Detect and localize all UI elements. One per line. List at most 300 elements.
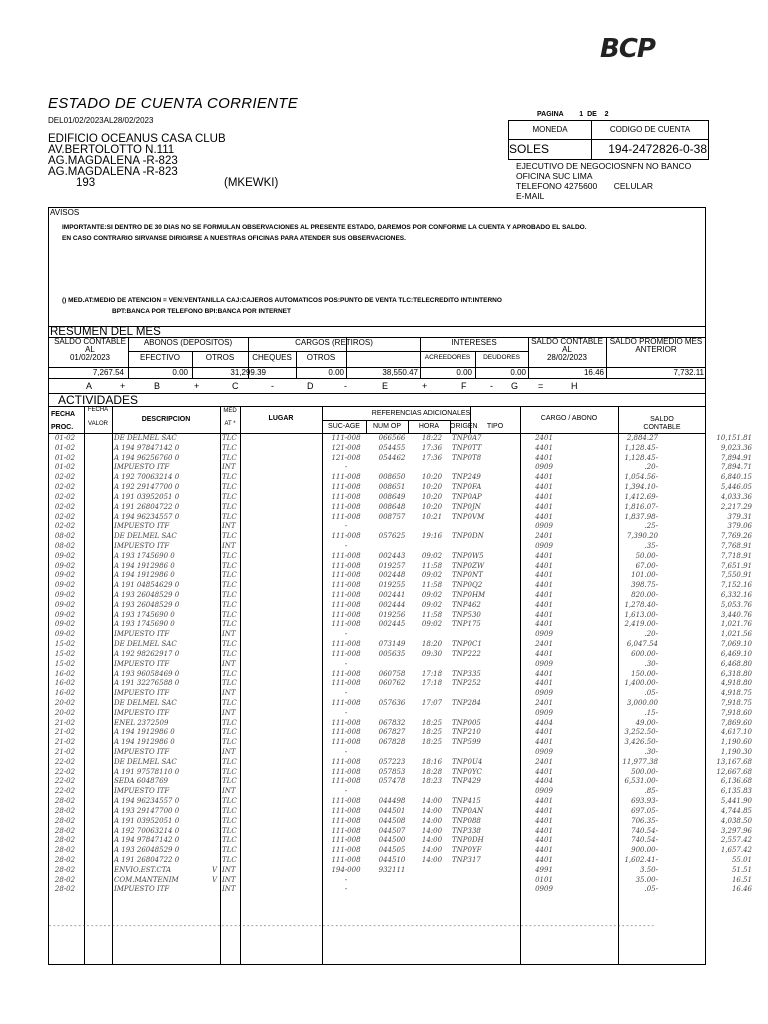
cargos-label: CARGOS (RETIROS) [295,338,373,347]
row-suc-age: 111-008 [331,571,361,580]
row-description: COM.MANTENIM [114,875,179,884]
table-row [48,649,752,660]
row-num-op: 054462 [378,453,406,462]
row-suc-age: 111-008 [331,581,361,590]
table-row [48,748,752,758]
row-suc-age: 111-008 [331,610,361,619]
row-tipo: 4401 [535,836,553,845]
row-description: IMPUESTO ITF [114,659,170,668]
row-date: 28-02 [54,855,76,864]
row-date: 09-02 [54,581,76,590]
row-description: DE DELMEL SAC [114,698,177,707]
row-amount: .20- [644,463,658,472]
row-origen: TNP0AP [452,492,482,501]
row-amount: 3,000.00 [626,698,658,707]
row-tipo: 0909 [535,708,553,717]
row-date: 28-02 [54,826,76,835]
row-origen: TNP222 [452,649,481,658]
row-origen: TNP0T8 [452,453,482,462]
row-date: 21-02 [54,738,76,747]
row-medio: INT [222,748,236,756]
row-date: 08-02 [54,532,76,541]
row-suc-age: 111-008 [331,434,361,442]
row-num-op: 044510 [378,855,406,864]
row-medio: TLC [222,502,237,511]
row-description: A 192 70063214 0 [114,826,180,835]
row-num-op: 057853 [378,767,406,776]
row-balance: 7,152.16 [720,581,752,590]
telefono: TELEFONO 4275600 [516,181,598,191]
row-description: A 192 29147700 0 [114,483,180,492]
table-row [48,581,752,591]
row-date: 22-02 [54,777,76,786]
row-hora: 18:25 [421,718,443,727]
row-tipo: 0909 [535,630,553,639]
row-suc-age: 111-008 [331,620,361,629]
row-balance: 7,768.91 [720,541,752,550]
row-hora: 18:22 [421,434,443,442]
row-num-op: 044498 [378,797,406,806]
row-date: 09-02 [54,561,76,570]
table-row [48,885,752,895]
row-suc-age: - [344,463,348,472]
row-medio: TLC [222,777,237,786]
row-amount: 7,390.20 [626,532,658,541]
col-med: MED [223,408,237,414]
row-description: A 192 98262917 0 [114,649,180,658]
row-hora: 10:20 [421,492,443,501]
row-description: A 193 1745690 0 [114,610,175,619]
row-medio: TLC [222,591,237,599]
row-balance: 13,167.68 [716,757,752,766]
row-origen: TNP088 [452,816,481,825]
account-number: 194-2472826-0-38 [608,142,707,156]
row-origen: TNP0FA [452,483,482,492]
row-description: A 191 03952051 0 [114,816,180,825]
row-num-op: 044501 [378,806,406,815]
row-origen: TNP0U4 [452,757,483,766]
row-description: A 194 1912986 0 [114,728,175,737]
row-balance: 379.06 [727,522,752,531]
row-flag: V [212,875,218,884]
row-num-op: 932111 [378,865,406,874]
row-suc-age: 111-008 [331,698,361,707]
row-tipo: 0909 [535,689,553,698]
table-row [48,836,752,846]
row-suc-age: 111-008 [331,806,361,815]
table-row [48,718,752,729]
otros-cargos-value: 38,550.47 [382,368,418,377]
row-date: 21-02 [54,748,76,756]
office-name: OFICINA SUC LIMA [516,171,593,181]
client-address-block [48,133,279,189]
col-num-op: NUM OP [373,423,401,430]
row-amount: 35.00- [635,875,658,884]
row-num-op: 054455 [378,443,406,452]
row-description: A 193 26048529 0 [114,600,180,609]
row-hora: 09:02 [421,571,443,580]
deudores-label: DEUDORES [483,354,520,361]
row-description: A 193 1745690 0 [114,620,175,629]
row-suc-age: - [344,522,348,531]
row-description: A 193 1745690 0 [114,551,175,560]
row-amount: 11,977.38 [622,757,658,766]
row-hora: 19:16 [421,532,443,541]
row-tipo: 2401 [535,640,553,649]
row-amount: 1,837.98- [624,512,658,521]
row-suc-age: 111-008 [331,846,361,855]
row-medio: TLC [222,551,237,560]
row-suc-age: 111-008 [331,738,361,747]
row-num-op: 057223 [378,757,406,766]
row-medio: TLC [222,797,237,806]
row-tipo: 4401 [535,512,553,521]
row-hora: 09:30 [421,649,443,658]
row-amount: 600.00- [631,649,658,658]
row-amount: 6,047.54 [626,640,658,649]
row-amount: 398.75- [631,581,658,590]
executive-info [516,161,691,201]
row-description: A 194 96256760 0 [114,453,180,462]
row-date: 21-02 [54,718,76,727]
row-suc-age: 111-008 [331,551,361,560]
table-row [48,806,752,817]
row-origen: TNP0ZW [452,561,485,570]
row-date: 16-02 [54,679,76,688]
row-medio: TLC [222,728,237,737]
row-origen: TNP335 [452,669,481,678]
row-date: 28-02 [54,875,76,884]
row-origen: TNP0NT [452,571,483,580]
row-suc-age: - [344,787,348,796]
row-amount: 150.00- [631,669,658,678]
row-amount: .30- [644,748,658,756]
row-medio: TLC [222,718,237,727]
row-description: IMPUESTO ITF [114,787,170,796]
row-date: 28-02 [54,806,76,815]
celular: CELULAR [613,181,654,191]
row-amount: 706.35- [631,816,658,825]
table-row [48,689,752,699]
row-description: A 194 96234557 0 [114,512,180,521]
row-date: 28-02 [54,865,76,874]
row-tipo: 4401 [535,610,553,619]
row-amount: .05- [644,689,658,698]
row-medio: TLC [222,649,237,658]
saldo-promedio-value: 7,732.11 [673,368,704,377]
row-amount: 1,613.00- [624,610,658,619]
row-balance: 1,190.30 [720,748,752,756]
medio-atencion-legend: () MED.AT:MEDIO DE ATENCION = VEN:VENTANILLA CAJ:CAJEROS AUTOMATICOS POS:PUNTO DE VENTA TLC:TELECREDITO INT:INTERNO BPT:BANCA POR TELEFONO BPI:BANCA POR INTERNET [62,297,502,315]
row-num-op: 002444 [378,600,406,609]
row-flag: V [212,865,218,874]
row-hora: 17:36 [421,453,443,462]
row-medio: TLC [222,610,237,619]
row-date: 09-02 [54,571,76,580]
row-origen: TNP0AN [452,806,484,815]
row-tipo: 4401 [535,738,553,747]
row-medio: TLC [222,806,237,815]
row-origen: TNP0HM [452,591,486,599]
row-tipo: 4401 [535,473,553,482]
row-amount: 1,054.56- [624,473,658,482]
row-medio: TLC [222,473,237,482]
col-cargo-abono: CARGO / ABONO [540,415,598,422]
row-num-op: 044500 [378,836,406,845]
row-tipo: 4401 [535,561,553,570]
row-origen: TNP462 [452,600,481,609]
row-amount: 1,128.45- [624,453,658,462]
row-date: 02-02 [54,502,76,511]
row-medio: TLC [222,600,237,609]
row-date: 09-02 [54,591,76,599]
row-tipo: 4401 [535,600,553,609]
row-description: A 193 26048529 0 [114,846,180,855]
row-origen: TNP005 [452,718,481,727]
row-tipo: 4401 [535,806,553,815]
row-amount: 693.93- [631,797,658,806]
row-date: 01-02 [54,453,76,462]
row-amount: 2,884.27 [626,434,658,442]
row-num-op: 057478 [378,777,406,786]
row-suc-age: 111-008 [331,561,361,570]
row-num-op: 057636 [378,698,406,707]
row-description: A 193 26048529 0 [114,591,180,599]
row-tipo: 4404 [535,718,553,727]
row-medio: TLC [222,855,237,864]
row-description: A 194 97847142 0 [114,443,180,452]
row-balance: 9,023.36 [720,443,752,452]
row-amount: 697.05- [631,806,658,815]
table-row [48,591,752,601]
row-tipo: 4401 [535,728,553,737]
row-date: 15-02 [54,649,76,658]
table-row [48,698,752,709]
row-tipo: 4401 [535,797,553,806]
client-name: EDIFICIO OCEANUS CASA CLUB [48,133,226,145]
row-amount: 500.00- [631,767,658,776]
row-tipo: 0909 [535,787,553,796]
client-code: 193 [76,177,96,189]
row-suc-age: - [344,659,348,668]
row-date: 09-02 [54,551,76,560]
notice-text: IMPORTANTE:SI DENTRO DE 30 DIAS NO SE FORMULAN OBSERVACIONES AL PRESENTE ESTADO, DAREMOS POR CONFORME LA CUENTA Y APROBADO EL SALDO. EN CASO CONTRARIO SIRVANSE DIRIGIRSE A NUESTRAS OFICINAS PARA ATENDER SUS OBSERVACIONES. [62,224,587,242]
row-description: A 194 96234557 0 [114,797,180,806]
row-medio: TLC [222,846,237,855]
row-balance: 7,769.26 [720,532,752,541]
row-balance: 4,033.36 [720,492,752,501]
row-medio: INT [222,689,236,698]
row-balance: 5,053.76 [720,600,752,609]
row-date: 20-02 [54,698,76,707]
row-medio: INT [222,541,236,550]
row-medio: TLC [222,826,237,835]
page-indicator: PAGINA 1 DE 2 [537,111,609,118]
otros-cargos-label: OTROS [306,353,336,362]
row-description: A 192 70063214 0 [114,473,180,482]
saldo-final-value: 16.46 [583,368,604,377]
row-date: 02-02 [54,512,76,521]
row-tipo: 4401 [535,649,553,658]
row-description: A 191 04854629 0 [114,581,180,590]
row-medio: TLC [222,492,237,501]
row-balance: 3,297.96 [720,826,752,835]
row-suc-age: 121-008 [331,453,361,462]
row-balance: 10,151.81 [716,434,752,442]
row-amount: .15- [644,708,658,717]
row-hora: 18:16 [421,757,443,766]
row-date: 01-02 [54,463,76,472]
row-amount: 740.54- [631,836,658,845]
actividades-label: ACTIVIDADES [58,393,139,407]
row-balance: 16.46 [731,885,752,894]
row-tipo: 4401 [535,571,553,580]
row-balance: 2,557.42 [720,836,752,845]
row-balance: 4,744.85 [720,806,752,815]
table-row [48,434,752,444]
row-medio: TLC [222,561,237,570]
row-date: 28-02 [54,797,76,806]
table-row [48,512,752,523]
currency-value: SOLES [509,142,550,156]
row-description: A 193 96058469 0 [114,669,180,678]
row-medio: TLC [222,434,237,442]
col-lugar: LUGAR [268,415,294,422]
table-row [48,492,752,503]
row-hora: 18:20 [421,640,443,649]
row-tipo: 4401 [535,551,553,560]
row-amount: .85- [644,787,658,796]
saldo-inicial-label: SALDO CONTABLE AL 01/02/2023 [54,337,126,362]
col-proc: PROC. [51,424,74,431]
row-description: SEDA 6048769 [114,777,168,786]
row-hora: 18:25 [421,738,443,747]
row-suc-age: 111-008 [331,797,361,806]
row-suc-age: - [344,875,348,884]
row-tipo: 4401 [535,483,553,492]
row-amount: 3,252.50- [624,728,658,737]
row-suc-age: 111-008 [331,777,361,786]
row-hora: 18:23 [421,777,443,786]
row-balance: 7,894.71 [720,463,752,472]
col-med-at: AT * [224,421,236,427]
row-tipo: 0909 [535,541,553,550]
statement-title: ESTADO DE CUENTA CORRIENTE [48,95,299,112]
row-origen: TNP0Q2 [452,581,483,590]
row-suc-age: - [344,885,348,894]
row-amount: .05- [644,885,658,894]
table-row [48,630,752,640]
client-ref: (MKEWKI) [224,177,279,189]
row-hora: 11:58 [421,610,443,619]
row-date: 15-02 [54,640,76,649]
row-amount: 1,816.07- [624,502,658,511]
client-address-line: AG.MAGDALENA -R-823 [48,166,178,178]
bcp-logo: BCP [600,34,655,64]
row-hora: 14:00 [421,836,443,845]
row-suc-age: 121-008 [331,443,361,452]
row-amount: 6,531.00- [624,777,658,786]
row-description: IMPUESTO ITF [114,708,170,717]
row-description: ENVIO.EST.CTA [114,865,172,874]
table-row [48,620,752,630]
row-balance: 7,651.91 [720,561,752,570]
row-num-op: 044508 [378,816,406,825]
col-suc-age: SUC-AGE [328,423,360,430]
table-row [48,846,752,856]
table-row [48,640,752,650]
row-balance: 6,135.83 [720,787,752,796]
table-row [48,600,752,611]
row-origen: TNP530 [452,610,481,619]
row-suc-age: 111-008 [331,512,361,521]
row-balance: 6,136.68 [720,777,752,786]
row-suc-age: 111-008 [331,679,361,688]
row-tipo: 0909 [535,463,553,472]
row-suc-age: 111-008 [331,600,361,609]
row-amount: 49.00- [635,718,658,727]
table-row [48,610,752,621]
table-row [48,483,752,493]
row-origen: TNP210 [452,728,481,737]
row-tipo: 4401 [535,669,553,678]
row-origen: TNP0YF [452,846,482,855]
row-suc-age: - [344,689,348,698]
row-medio: TLC [222,640,237,649]
row-num-op: 002441 [378,591,406,599]
row-date: 21-02 [54,728,76,737]
row-origen: TNP0DN [452,532,484,541]
row-tipo: 4401 [535,846,553,855]
col-descripcion: DESCRIPCION [141,416,191,423]
row-balance: 12,667.68 [716,767,752,776]
row-balance: 2,217.29 [720,502,752,511]
row-date: 20-02 [54,708,76,717]
row-suc-age: 111-008 [331,816,361,825]
row-tipo: 0909 [535,748,553,756]
row-balance: 4,918.75 [720,689,752,698]
row-date: 09-02 [54,620,76,629]
row-description: A 191 97578110 0 [114,767,180,776]
table-row [48,777,752,787]
table-row [48,728,752,738]
row-origen: TNP0TT [452,443,482,452]
row-suc-age: 111-008 [331,836,361,845]
row-suc-age: - [344,748,348,756]
table-row [48,816,752,827]
col-saldo-contable: CONTABLE [643,424,681,431]
table-row [48,679,752,689]
row-tipo: 4401 [535,816,553,825]
row-balance: 379.31 [727,512,752,521]
row-amount: 50.00- [635,551,658,560]
row-suc-age: 111-008 [331,473,361,482]
table-row [48,532,752,542]
currency-label: MONEDA [532,125,568,134]
row-num-op: 008757 [378,512,406,521]
row-date: 02-02 [54,492,76,501]
row-description: IMPUESTO ITF [114,630,170,639]
row-date: 16-02 [54,689,76,698]
row-tipo: 4401 [535,767,553,776]
row-description: DE DELMEL SAC [114,532,177,541]
row-description: A 194 97847142 0 [114,836,180,845]
row-medio: INT [222,463,236,472]
row-balance: 7,069.10 [720,640,752,649]
row-origen: TNP429 [452,777,481,786]
row-description: A 191 32276588 0 [114,679,180,688]
row-tipo: 4401 [535,679,553,688]
